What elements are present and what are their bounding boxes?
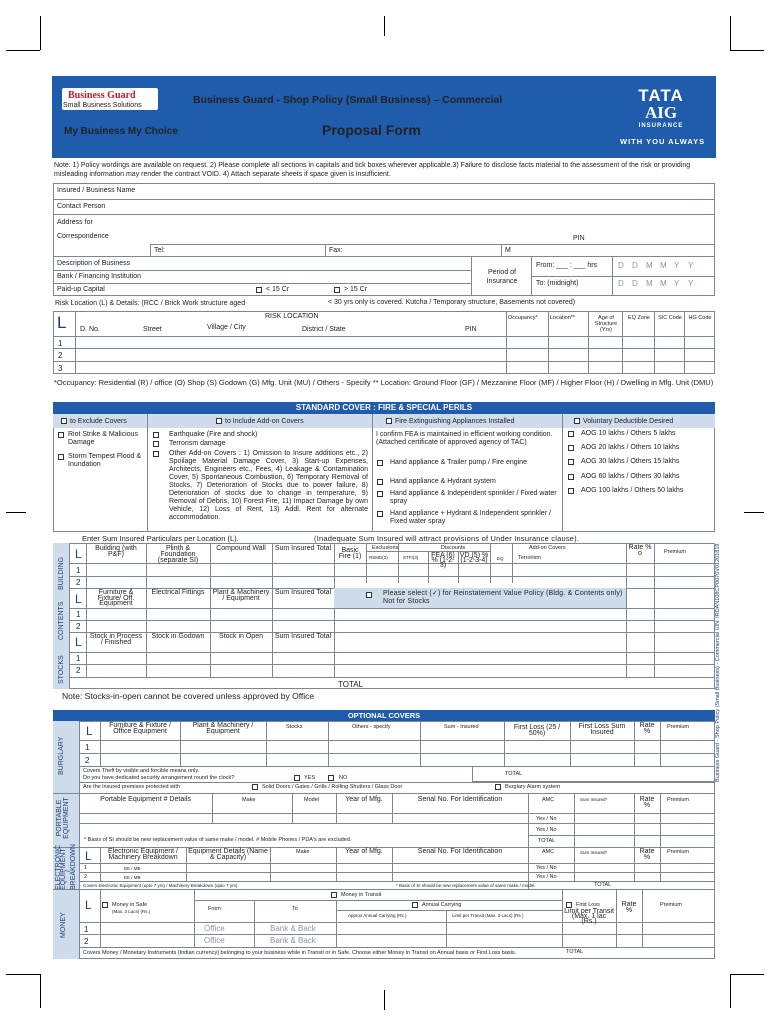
col-vd: VD (5) % (1-2-3-4) <box>459 552 489 564</box>
crop-mark <box>384 990 385 1010</box>
aog-label: AOG 60 lakhs / Others 30 lakhs <box>581 473 680 480</box>
mobile-label: M <box>505 247 511 254</box>
burglary-total-label: TOTAL <box>505 771 523 777</box>
date-box[interactable]: D <box>632 279 638 288</box>
row-num: 2 <box>85 756 90 765</box>
date-box[interactable]: M <box>660 261 667 270</box>
reinstatement-checkbox[interactable] <box>366 592 372 598</box>
fea-option-checkbox[interactable] <box>377 491 383 497</box>
portable-total-label: TOTAL <box>538 838 556 844</box>
building-label: BUILDING <box>58 556 65 590</box>
col-district: District / State <box>302 326 346 333</box>
security-yes-label: YES <box>304 775 316 781</box>
date-box[interactable]: M <box>646 261 653 270</box>
col-year: Year of Mfg. <box>345 796 383 803</box>
crop-mark <box>384 16 385 36</box>
yes-no: Yes / No <box>536 816 557 822</box>
from-label: From <box>208 906 221 912</box>
office-label: Office <box>204 924 225 933</box>
shutters-checkbox[interactable] <box>252 784 258 790</box>
voluntary-checkbox[interactable] <box>574 418 580 424</box>
risk-letter-l: L <box>57 313 67 332</box>
stocks-note: Note: Stocks-in-open cannot be covered unless approved by Office <box>62 691 315 701</box>
office-label: Office <box>204 936 225 945</box>
col-sum-total: Sum Insured Total <box>274 633 332 640</box>
col-eq: EQ Zone <box>627 315 650 321</box>
col-sum-insured: Sum Insured* <box>580 797 608 802</box>
col-premium: Premium <box>667 724 690 730</box>
crop-mark <box>40 974 41 1008</box>
paid-up-label: Paid-up Capital <box>57 286 105 293</box>
first-loss-label: First Loss <box>576 902 600 908</box>
date-box[interactable]: D <box>618 279 624 288</box>
yes-no: Yes / No <box>536 865 557 871</box>
fea-option-checkbox[interactable] <box>377 479 383 485</box>
col-premium: Premium <box>664 549 687 555</box>
safe-checkbox[interactable] <box>102 902 108 908</box>
date-box[interactable]: M <box>660 279 667 288</box>
fea-option-checkbox[interactable] <box>377 511 383 517</box>
row-num: 1 <box>76 566 81 575</box>
col-portable: Portable Equipment # Details <box>100 796 191 803</box>
col-compound-wall: Compound Wall <box>216 545 266 552</box>
col-furniture: Furniture & Fixture/ Off. Equipment <box>97 589 135 607</box>
other-addon-text: Other Add-on Covers : 1) Omission to Insure additions etc., 2) Spoilage Material Damage Cover, 3) Start-up Expenses, Architects, Engineers etc., Fees, 4) Leakage & Contamination Cover, 5) Spontaneous Combustion, 6) Temporary Removal of Stocks, 7) Deterioration of Stocks due to power failure, 8) Deterioration of stocks due to change in temperature, 9) Removal of Debris, 10) Forest Fire, 11) Impact Damage by own Vehicle, 12) Loss of Rent, 13) Addl. Rent for alternate accommodation. <box>169 450 368 521</box>
electronic-cover-note: Covers Electronic Equipment (upto 7 yrs) / Machinery Breakdown (upto 7 yrs) <box>83 883 238 888</box>
gt15-checkbox[interactable] <box>334 287 340 293</box>
crop-mark <box>744 512 764 513</box>
fea-confirm-text: I confirm FEA is maintained in efficient working condition. (Attached certificate of approved agency of TAC) <box>376 431 553 446</box>
col-serial: Serial No. For Identification <box>417 848 503 855</box>
col-premium: Premium <box>660 902 683 908</box>
include-label: to Include Add-on Covers <box>225 418 304 425</box>
crop-mark <box>6 974 40 975</box>
terrorism-checkbox[interactable] <box>153 441 159 447</box>
col-premium: Premium <box>667 849 690 855</box>
insurer-tagline: WITH YOU ALWAYS <box>620 137 706 146</box>
electronic-basis-note: * Basis of SI should be new replacement value of same make / model. <box>396 883 536 888</box>
date-box[interactable]: Y <box>674 261 680 270</box>
transit-checkbox[interactable] <box>331 892 337 898</box>
yes-no: Yes / No <box>536 827 557 833</box>
risk-row: 2 <box>58 351 63 360</box>
occupancy-footnote: *Occupancy: Residential (R) / office (O) Shop (S) Godown (G) Mfg. Unit (MU) / Others - Specify ** Location: Ground Floor (GF) / Mezzanine Floor (MF) / Higher Floor (H) / Dwelling in Mfg. Unit (DMU) <box>54 378 714 387</box>
ee-mb-label: EE / MB <box>124 866 141 871</box>
date-box[interactable]: D <box>618 261 624 270</box>
col-stock-open: Stock in Open <box>219 633 263 640</box>
aog-label: AOG 10 lakhs / Others 5 lakhs <box>581 430 676 437</box>
row-num: 1 <box>85 743 90 752</box>
col-premium: Premium <box>667 797 690 803</box>
form-title: Proposal Form <box>322 122 421 138</box>
fire-ext-label: Fire Extinguishing Appliances Installed <box>395 418 515 425</box>
to-label: To: (midnight) <box>536 280 579 287</box>
col-stocks: Stocks <box>286 724 303 730</box>
crop-mark <box>6 512 26 513</box>
security-question: Do you have dedicated security arrangement round the clock? <box>83 775 235 781</box>
storm-label: Storm Tempest Flood & Inundation <box>68 453 142 468</box>
money-cover-note: Covers Money / Monetary Instruments (Indian currency) belonging to your business while in Transit or in Safe. Choose either Money in Transit on Annual basis or First Loss basis. <box>83 950 517 956</box>
sum-insured-table <box>53 543 715 689</box>
shutters-label: Solid Doors / Gates / Grills / Rolling Shutters / Glass Door <box>262 784 403 790</box>
aog-label: AOG 100 lakhs / Others 50 lakhs <box>581 487 684 494</box>
business-guard-logo: Business Guard <box>62 88 158 110</box>
col-serial: Serial No. For Identification <box>417 796 503 803</box>
col-fea: FEA (6) % (1-2-3) <box>431 552 455 569</box>
row-num: 2 <box>76 666 81 675</box>
date-box[interactable]: D <box>632 261 638 270</box>
crop-mark <box>730 16 731 50</box>
theft-note: Covers Theft by visible and forcible means only. <box>83 768 200 774</box>
risk-heading-2: < 30 yrs only is covered. Kutcha / Temporary structure, Basements not covered) <box>328 299 576 306</box>
col-rate: Rate % <box>639 848 655 861</box>
security-no-checkbox[interactable] <box>328 775 334 781</box>
exclude-label: to Exclude Covers <box>70 418 127 425</box>
limit2-label: Limit per Transit (Max. 1 lac (Rs.) <box>564 908 614 925</box>
col-sum-total: Sum Insured Total <box>274 545 332 552</box>
portable-label: PORTABLE EQUIPMENT <box>56 797 70 839</box>
crop-mark <box>730 974 764 975</box>
col-age: Age of Structure (Yrs) <box>594 315 618 333</box>
col-sum-insured: Sum - Insured <box>444 724 479 730</box>
terrorism-label: Terrorism damage <box>169 440 226 447</box>
tata-aig-logo: TATA AIG INSURANCE <box>638 86 684 129</box>
col-pin: PIN <box>465 326 477 333</box>
col-eq: EQ <box>497 556 504 561</box>
yes-no: Yes / No <box>536 874 557 880</box>
col-location: Location** <box>550 315 576 321</box>
loc-l: L <box>86 724 93 738</box>
col-basic-fire: Basic Fire (1) <box>338 547 362 560</box>
sum-heading: Enter Sum Insured Particulars per Location (L). <box>82 534 239 543</box>
col-amc: AMC <box>542 797 555 803</box>
bank-back-label: Bank & Back <box>270 936 316 945</box>
aog-checkbox[interactable] <box>568 445 574 451</box>
crop-mark <box>40 16 41 50</box>
col-terrorism: Terrorism <box>518 555 541 561</box>
crop-mark <box>730 50 764 51</box>
col-sum-total: Sum Insured Total <box>274 589 332 596</box>
col-others: Others - specify <box>352 724 391 730</box>
annual-label: Annual Carrying <box>422 902 462 908</box>
col-rate: Rate % <box>621 901 637 914</box>
col-rate: Rate % o <box>628 544 652 557</box>
approx-label: Approx Annual Carrying (Rs.) <box>348 913 407 918</box>
col-rate: Rate % <box>639 722 655 735</box>
risk-row: 1 <box>58 339 63 348</box>
risk-heading: Risk Location (L) & Details: (RCC / Brick Work structure aged <box>55 300 246 307</box>
riot-label: Riot Strike & Malicious Damage <box>68 431 139 446</box>
col-stfi: STFI(3) <box>403 555 419 560</box>
col-plinth: Plinth & Foundation (separate SI) <box>157 545 199 564</box>
date-box[interactable]: Y <box>688 279 694 288</box>
safe-max-label: (Max. 3 Lacs) (Rs.) <box>112 909 151 914</box>
col-hg: HG Code <box>688 315 712 321</box>
col-sum-insured: Sum Insured* <box>580 850 608 855</box>
col-building: Building (with P&F) <box>95 545 137 558</box>
aog-checkbox[interactable] <box>568 488 574 494</box>
date-box[interactable]: M <box>646 279 653 288</box>
burglary-label: BURGLARY <box>58 736 65 775</box>
optional-covers-band: OPTIONAL COVERS <box>53 710 715 721</box>
col-amc: AMC <box>542 849 555 855</box>
loc-l: L <box>75 547 82 561</box>
side-uin-code: Business Guard - Shop Policy (Small Business) - Commercial UIN: IRDAN108CP0070V01201819 <box>715 543 721 782</box>
lt15-checkbox[interactable] <box>256 287 262 293</box>
period-label: Period of Insurance <box>486 269 518 285</box>
col-electrical: Electrical Fittings <box>151 589 205 596</box>
fax-label: Fax: <box>329 247 343 254</box>
contact-person-label: Contact Person <box>57 203 106 210</box>
col-stock-godown: Stock in Godown <box>151 633 205 640</box>
col-furniture: Furniture & Fixture / Office Equipment <box>109 722 171 735</box>
col-street: Street <box>143 326 162 333</box>
alarm-label: Burglary Alarm system <box>505 784 561 790</box>
col-addon: Add-on Covers <box>529 545 566 551</box>
row-num: 2 <box>76 622 81 631</box>
riot-checkbox[interactable] <box>58 432 64 438</box>
col-first-loss: First Loss (25 / 50%) <box>513 724 561 737</box>
electronic-label: ELECTRONIC EQUIPMENT / BREAKDOWN <box>55 844 77 890</box>
protected-question: Are the insured premises protected with <box>83 784 180 790</box>
loc-l: L <box>75 635 82 649</box>
col-first-loss-si: First Loss Sum Insured <box>578 723 626 736</box>
col-equipment-details: Equipment Details (Name & Capacity) <box>188 848 268 861</box>
col-model: Model <box>304 797 319 803</box>
safe-label: Money in Safe <box>112 902 148 908</box>
from-label: From: ___ : ___ hrs <box>536 262 598 269</box>
portable-note: * Basis of SI should be new replacement value of same make / model. # Mobile Phones / PDA's are excluded. <box>84 837 352 843</box>
earthquake-checkbox[interactable] <box>153 432 159 438</box>
bank-label: Bank / Financing Institution <box>57 273 142 280</box>
row-num: 2 <box>84 937 89 946</box>
money-total-label: TOTAL <box>566 949 584 955</box>
gt15-label: > 15 Cr <box>344 286 368 293</box>
row-num: 1 <box>84 925 89 934</box>
crop-mark <box>730 974 731 1008</box>
aog-checkbox[interactable] <box>568 459 574 465</box>
fea-option-label: Hand appliance & Independent sprinkler / Fixed water spray <box>390 490 557 505</box>
sum-heading-2: (Inadequate Sum Insured will attract provisions of Under Insurance clause). <box>314 534 580 543</box>
col-make: Make <box>296 849 310 855</box>
col-plant: Plant & Machinery / Equipment <box>212 589 270 602</box>
col-rate: Rate % <box>639 796 655 809</box>
aog-label: AOG 20 lakhs / Others 10 lakhs <box>581 444 680 451</box>
limit-label: Limit per Transit (Max. 3 Lacs) (Rs.) <box>452 913 524 918</box>
tel-label: Tel: <box>154 247 165 254</box>
row-num: 1 <box>84 865 88 871</box>
row-num: 2 <box>84 874 88 880</box>
col-dno: D. No. <box>80 326 100 333</box>
col-plant: Plant & Machinery / Equipment <box>192 722 254 735</box>
loc-l: L <box>75 592 82 606</box>
row-num: 1 <box>76 610 81 619</box>
loc-l: L <box>85 849 92 863</box>
fire-ext-checkbox[interactable] <box>386 418 392 424</box>
fea-option-label: Hand appliance & Hydrant system <box>390 478 496 485</box>
loc-l: L <box>85 898 92 912</box>
col-discounts: Discounts <box>441 545 466 551</box>
insured-name-label: Insured / Business Name <box>57 187 136 194</box>
to-label: To <box>292 906 298 912</box>
annual-checkbox[interactable] <box>412 902 418 908</box>
date-box[interactable]: Y <box>674 279 680 288</box>
col-occupancy: Occupancy* <box>508 315 538 321</box>
security-no-label: NO <box>339 775 348 781</box>
aog-checkbox[interactable] <box>568 474 574 480</box>
bank-back-label: Bank & Back <box>270 924 316 933</box>
address-label: Address for <box>57 219 93 226</box>
money-label: MONEY <box>60 912 67 938</box>
standard-cover-band: STANDARD COVER : FIRE & SPECIAL PERILS <box>53 402 715 414</box>
tagline: My Business My Choice <box>64 126 178 137</box>
other-addon-checkbox[interactable] <box>153 451 159 457</box>
col-village: Village / City <box>207 324 246 331</box>
contents-label: CONTENTS <box>58 601 65 640</box>
risk-location-heading: RISK LOCATION <box>265 313 319 320</box>
electronic-total-label: TOTAL <box>594 882 612 888</box>
aog-checkbox[interactable] <box>568 431 574 437</box>
ee-mb-label: EE / MB <box>124 875 141 880</box>
fea-option-label: Hand appliance & Trailer pump / Fire engine <box>390 459 527 466</box>
correspondence-label: Correspondence <box>57 233 109 240</box>
storm-checkbox[interactable] <box>58 454 64 460</box>
col-rsmd: RSMD(2) <box>369 555 388 560</box>
pin-label: PIN <box>573 235 585 242</box>
risk-row: 3 <box>58 364 63 373</box>
voluntary-label: Voluntary Deductible Desired <box>583 418 674 425</box>
exclude-checkbox[interactable] <box>61 418 67 424</box>
col-stock-process: Stock in Process / Finished <box>89 633 143 646</box>
col-electronic: Electronic Equipment / Machinery Breakdown <box>107 848 179 861</box>
date-box[interactable]: Y <box>688 261 694 270</box>
row-num: 2 <box>76 578 81 587</box>
instructions-note: Note: 1) Policy wordings are available on request. 2) Please complete all sections in capitals and tick boxes wherever applicable.3) Failure to disclose facts material to the assessment of the risk or providing misleading information may render the contract VOID. 4) Attach separate sheets if space given is insufficient. <box>54 162 691 178</box>
col-year: Year of Mfg. <box>345 848 383 855</box>
sum-total-label: TOTAL <box>338 680 364 689</box>
description-label: Description of Business <box>57 260 131 267</box>
stocks-label: STOCKS <box>58 655 65 684</box>
alarm-checkbox[interactable] <box>495 784 501 790</box>
security-yes-checkbox[interactable] <box>294 775 300 781</box>
brand-subtitle: Small Business Solutions <box>63 102 142 109</box>
col-make: Make <box>242 797 256 803</box>
include-checkbox[interactable] <box>216 418 222 424</box>
col-exclusions: Exclusions <box>372 545 399 551</box>
earthquake-label: Earthquake (Fire and shock) <box>169 431 258 438</box>
lt15-label: < 15 Cr <box>266 286 290 293</box>
fea-option-checkbox[interactable] <box>377 460 383 466</box>
col-sic: SIC Code <box>658 315 682 321</box>
transit-label: Money in Transit <box>341 892 382 898</box>
aog-label: AOG 30 lakhs / Others 15 lakhs <box>581 458 680 465</box>
reinstatement-label: Please select (✓) for Reinstatement Value Policy (Bldg. & Contents only) Not for Stocks <box>383 590 623 605</box>
page-title: Business Guard - Shop Policy (Small Business) – Commercial <box>193 94 503 106</box>
crop-mark <box>6 50 40 51</box>
row-num: 1 <box>76 654 81 663</box>
fea-option-label: Hand appliance + Hydrant & Independent sprinkler / Fixed water spray <box>390 510 551 525</box>
